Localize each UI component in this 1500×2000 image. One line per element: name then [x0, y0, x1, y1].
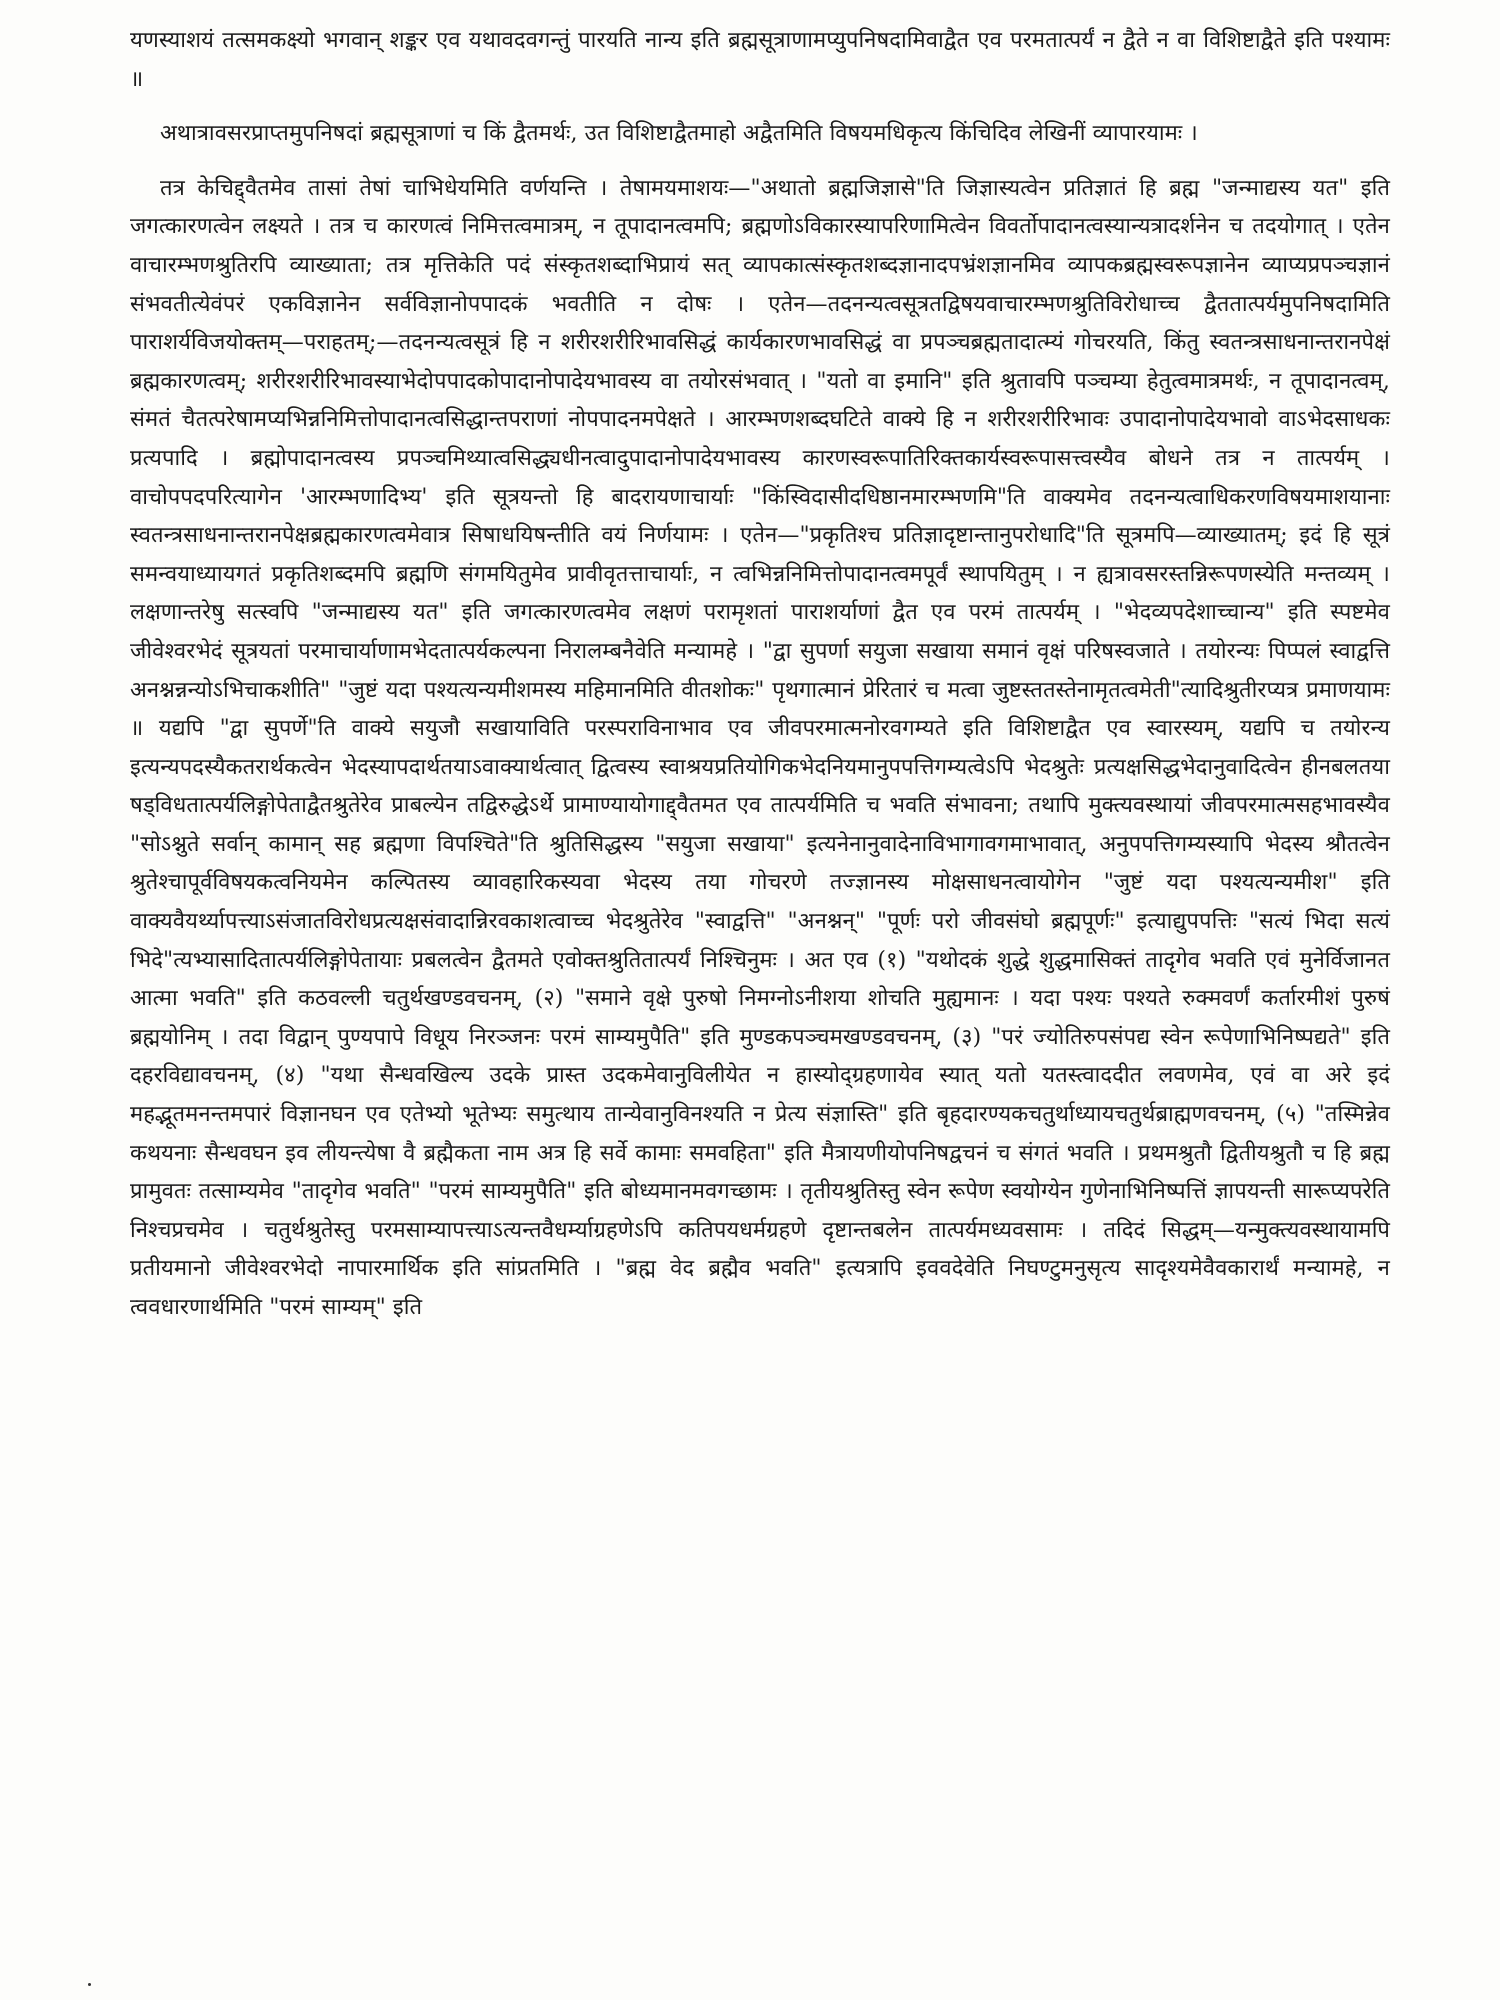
paragraph-continuation: यणस्याशयं तत्समकक्ष्यो भगवान् शङ्कर एव यथावदवगन्तुं पारयति नान्य इति ब्रह्मसूत्राणामप्युपनिषदामिवाद्वैत एव परमतात्पर्यं न द्वैते न वा विशिष्टाद्वैते इति पश्यामः ॥ — [130, 28, 1390, 92]
paragraph-main-discussion: तत्र केचिद्द्वैतमेव तासां तेषां चाभिधेयमिति वर्णयन्ति । तेषामयमाशयः—"अथातो ब्रह्मजिज्ञासे"ति जिज्ञास्यत्वेन प्रतिज्ञातं हि ब्रह्म "जन्माद्यस्य यत" इति जगत्कारणत्वेन लक्ष्यते । तत्र च कारणत्वं निमित्तत्वमात्रम्, न तूपादानत्वमपि; ब्रह्मणोऽविकारस्यापरिणामित्वेन विवर्तोपादानत्वस्यान्यत्रादर्शनेन च तदयोगात् । एतेन वाचारम्भणश्रुतिरपि व्याख्याता; तत्र मृत्तिकेति पदं संस्कृतशब्दाभिप्रायं सत् व्यापकात्संस्कृतशब्दज्ञानादपभ्रंशज्ञानमिव व्यापकब्रह्मस्वरूपज्ञानेन व्याप्यप्रपञ्चज्ञानं संभवतीत्येवंपरं एकविज्ञानेन सर्वविज्ञानोपपादकं भवतीति न दोषः । एतेन—तदनन्यत्वसूत्रतद्विषयवाचारम्भणश्रुतिविरोधाच्च द्वैततात्पर्यमुपनिषदामिति पाराशर्यविजयोक्तम्—पराहतम्;—तदनन्यत्वसूत्रं हि न शरीरशरीरिभावसिद्धं कार्यकारणभावसिद्धं वा प्रपञ्चब्रह्मतादात्म्यं गोचरयति, किंतु स्वतन्त्रसाधनान्तरानपेक्षं ब्रह्मकारणत्वम्; शरीरशरीरिभावस्याभेदोपपादकोपादानोपादेयभावस्य वा तयोरसंभवात् । "यतो वा इमानि" इति श्रुतावपि पञ्चम्या हेतुत्वमात्रमर्थः, न तूपादानत्वम्, संमतं चैतत्परेषामप्यभिन्ननिमित्तोपादानत्वसिद्धान्तपराणां नोपपादनमपेक्षते । आरम्भणशब्दघटिते वाक्ये हि न शरीरशरीरिभावः उपादानोपादेयभावो वाऽभेदसाधकः प्रत्यपादि । ब्रह्मोपादानत्वस्य प्रपञ्चमिथ्यात्वसिद्ध्यधीनत्वादुपादानोपादेयभावस्य कारणस्वरूपातिरिक्तकार्यस्वरूपासत्त्वस्यैव बोधने तत्र न तात्पर्यम् । वाचोपपदपरित्यागेन 'आरम्भणादिभ्य' इति सूत्रयन्तो हि बादरायणाचार्याः "किंस्विदासीदधिष्ठानमारम्भणमि"ति वाक्यमेव तदनन्यत्वाधिकरणविषयमाशयानाः स्वतन्त्रसाधनान्तरानपेक्षब्रह्मकारणत्वमेवात्र सिषाधयिषन्तीति वयं निर्णयामः । एतेन—"प्रकृतिश्च प्रतिज्ञादृष्टान्तानुपरोधादि"ति सूत्रमपि—व्याख्यातम्; इदं हि सूत्रं समन्वयाध्यायगतं प्रकृतिशब्दमपि ब्रह्मणि संगमयितुमेव प्रावीवृतत्ताचार्याः, न त्वभिन्ननिमित्तोपादानत्वमपूर्वं स्थापयितुम् । न ह्यत्रावसरस्तन्निरूपणस्येति मन्तव्यम् । लक्षणान्तरेषु सत्स्वपि "जन्माद्यस्य यत" इति जगत्कारणत्वमेव लक्षणं परामृशतां पाराशर्याणां द्वैत एव परमं तात्पर्यम् । "भेदव्यपदेशाच्चान्य" इति स्पष्टमेव जीवेश्वरभेदं सूत्रयतां परमाचार्याणामभेदतात्पर्यकल्पना निरालम्बनैवेति मन्यामहे । "द्वा सुपर्णा सयुजा सखाया समानं वृक्षं परिषस्वजाते । तयोरन्यः पिप्पलं स्वाद्वत्ति अनश्नन्नन्योऽभिचाकशीति" "जुष्टं यदा पश्यत्यन्यमीशमस्य महिमानमिति वीतशोकः" पृथगात्मानं प्रेरितारं च मत्वा जुष्टस्ततस्तेनामृतत्वमेती"त्यादिश्रुतीरप्यत्र प्रमाणयामः ॥ यद्यपि "द्वा सुपर्णे"ति वाक्ये सयुजौ सखायाविति परस्पराविनाभाव एव जीवपरमात्मनोरवगम्यते इति विशिष्टाद्वैत एव स्वारस्यम्, यद्यपि च तयोरन्य इत्यन्यपदस्यैकतरार्थकत्वेन भेदस्यापदार्थतयाऽवाक्यार्थत्वात् द्वित्वस्य स्वाश्रयप्रतियोगिकभेदनियमानुपपत्तिगम्यत्वेऽपि भेदश्रुतेः प्रत्यक्षसिद्धभेदानुवादित्वेन हीनबलतया षड्विधतात्पर्यलिङ्गोपेताद्वैतश्रुतेरेव प्राबल्येन तद्विरुद्धेऽर्थे प्रामाण्यायोगाद्द्वैतमत एव तात्पर्यमिति च भवति संभावना; तथापि मुक्त्यवस्थायां जीवपरमात्मसहभावस्यैव "सोऽश्नुते सर्वान् कामान् सह ब्रह्मणा विपश्चिते"ति श्रुतिसिद्धस्य "सयुजा सखाया" इत्यनेनानुवादेनाविभागावगमाभावात्, अनुपपत्तिगम्यस्यापि भेदस्य श्रौतत्वेन श्रुतेश्चापूर्वविषयकत्वनियमेन कल्पितस्य व्यावहारिकस्यवा भेदस्य तया गोचरणे तज्ज्ञानस्य मोक्षसाधनत्वायोगेन "जुष्टं यदा पश्यत्यन्यमीश" इति वाक्यवैयर्थ्यापत्त्याऽसंजातविरोधप्रत्यक्षसंवादान्निरवकाशत्वाच्च भेदश्रुतेरेव "स्वाद्वत्ति" "अनश्नन्" "पूर्णः परो जीवसंघो ब्रह्मपूर्णः" इत्याद्युपपत्तिः "सत्यं भिदा सत्यं भिदे"त्यभ्यासादितात्पर्यलिङ्गोपेतायाः प्रबलत्वेन द्वैतमते एवोक्तश्रुतितात्पर्यं निश्चिनुमः । अत एव (१) "यथोदकं शुद्धे शुद्धमासिक्तं तादृगेव भवति एवं मुनेर्विजानत आत्मा भवति" इति कठवल्ली चतुर्थखण्डवचनम्, (२) "समाने वृक्षे पुरुषो निमग्नोऽनीशया शोचति मुह्यमानः । यदा पश्यः पश्यते रुक्मवर्णं कर्तारमीशं पुरुषं ब्रह्मयोनिम् । तदा विद्वान् पुण्यपापे विधूय निरञ्जनः परमं साम्यमुपैति" इति मुण्डकपञ्चमखण्डवचनम्, (३) "परं ज्योतिरुपसंपद्य स्वेन रूपेणाभिनिष्पद्यते" इति दहरविद्यावचनम्, (४) "यथा सैन्धवखिल्य उदके प्रास्त उदकमेवानुविलीयेत न हास्योद्ग्रहणायेव स्यात् यतो यतस्त्वाददीत लवणमेव, एवं वा अरे इदं महद्भूतमनन्तमपारं विज्ञानघन एव एतेभ्यो भूतेभ्यः समुत्थाय तान्येवानुविनश्यति न प्रेत्य संज्ञास्ति" इति बृहदारण्यकचतुर्थाध्यायचतुर्थब्राह्मणवचनम्, (५) "तस्मिन्नेव कथयनाः सैन्धवघन इव लीयन्त्येषा वै ब्रह्मैकता नाम अत्र हि सर्वे कामाः समवहिता" इति मैत्रायणीयोपनिषद्वचनं च संगतं भवति । प्रथमश्रुतौ द्वितीयश्रुतौ च हि ब्रह्म प्रामुवतः तत्साम्यमेव "तादृगेव भवति" "परमं साम्यमुपैति" इति बोध्यमानमवगच्छामः । तृतीयश्रुतिस्तु स्वेन रूपेण स्वयोग्येन गुणेनाभिनिष्पत्तिं ज्ञापयन्ती सारूप्यपरेति निश्चप्रचमेव । चतुर्थश्रुतेस्तु परमसाम्यापत्त्याऽत्यन्तवैधर्म्याग्रहणेऽपि कतिपयधर्मग्रहणे दृष्टान्तबलेन तात्पर्यमध्यवसामः । तदिदं सिद्धम्—यन्मुक्त्यवस्थायामपि प्रतीयमानो जीवेश्वरभेदो नापारमार्थिक इति सांप्रतमिति । "ब्रह्म वेद ब्रह्मैव भवति" इत्यत्रापि इववदेवेति निघण्टुमनुसृत्य सादृश्यमेवैवकारार्थं मन्यामहे, न त्ववधारणार्थमिति "परमं साम्यम्" इति — [130, 175, 1390, 1320]
scan-speck — [88, 1983, 91, 1986]
body-text — [130, 22, 1390, 1328]
paragraph-introduction: अथात्रावसरप्राप्तमुपनिषदां ब्रह्मसूत्राणां च किं द्वैतमर्थः, उत विशिष्टाद्वैतमाहो अद्वैतमिति विषयमधिकृत्य किंचिदिव लेखिनीं व्यापारयामः । — [160, 121, 1198, 147]
